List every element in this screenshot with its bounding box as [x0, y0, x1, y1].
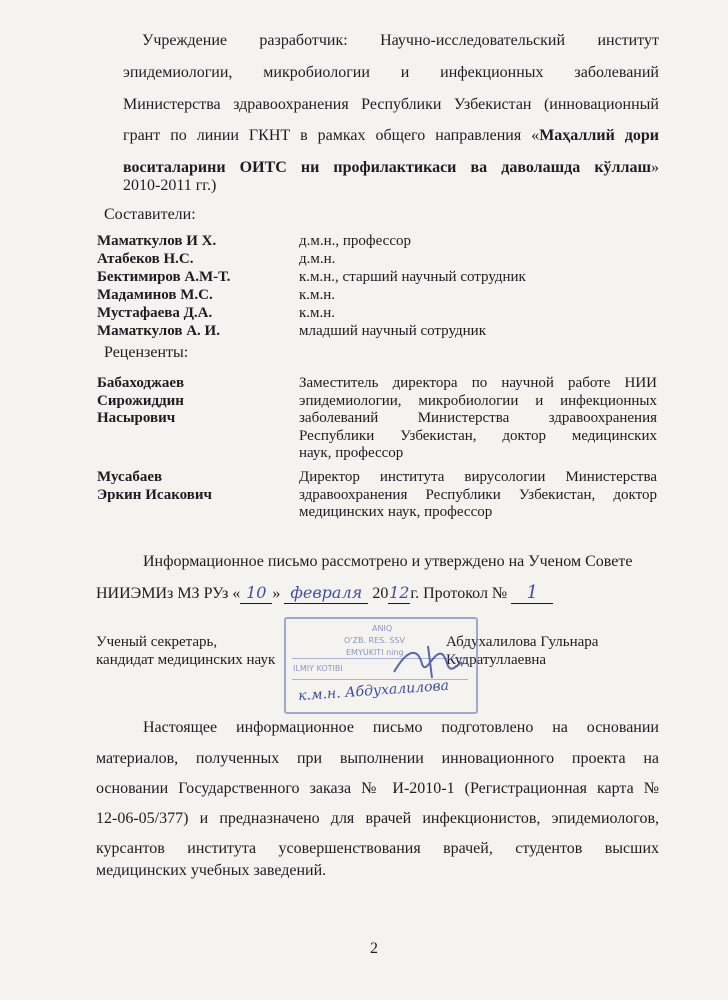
approval-quote: » [272, 585, 281, 602]
reviewer-1-name [97, 375, 184, 428]
reviewer-name-line: Мусабаев [97, 469, 163, 485]
reviewer-desc-line: Директор института вирусологии Министерства [299, 469, 657, 485]
reviewer-desc-line: эпидемиологии, микробиологии и инфекционных [299, 392, 657, 409]
intro-line-2: эпидемиологии, микробиологии и инфекционных заболеваний [123, 64, 659, 81]
reviewer-name-line: Бабаходжаев [97, 375, 185, 391]
page-number: 2 [370, 940, 378, 957]
approval-line-1: Информационное письмо рассмотрено и утверждено на Ученом Совете [143, 553, 633, 570]
intro-line-4-text: грант по линии ГКНТ в рамках общего направления « [123, 127, 540, 144]
body-line-1: Настоящее информационное письмо подготовлено на основании [143, 719, 659, 736]
reviewer-desc-line: наук, профессор [299, 445, 404, 461]
secretary-role-line: кандидат медицинских наук [96, 651, 276, 668]
approval-suffix: г. Протокол № [410, 585, 508, 602]
compiler-row [97, 305, 657, 322]
compilers-label: Составители: [104, 206, 196, 223]
approval-day [240, 584, 272, 604]
intro-line-5-bold: воситаларини ОИТС ни профилактикаси ва даволашда кўллаш [123, 159, 651, 176]
reviewer-2-description [299, 469, 657, 522]
reviewer-name-line: Насырович [97, 410, 176, 426]
stamp-handwriting: к.м.н. Абдухалилова [297, 677, 450, 705]
intro-line-4-bold: Маҳаллий дори [539, 127, 659, 144]
intro-line-3: Министерства здравоохранения Республики Узбекистан (инновационный [123, 96, 659, 113]
compiler-name: Мустафаева Д.А. [97, 305, 213, 321]
intro-line-4 [123, 127, 659, 145]
body-line-2: материалов, полученных при выполнении инновационного проекта на [96, 750, 659, 767]
reviewer-desc-line: здравоохранения Республики Узбекистан, доктор [299, 486, 657, 503]
reviewer-desc-line: Республики Узбекистан, доктор медицинских [299, 427, 657, 444]
secretary-name-line: Абдухалилова Гульнара [446, 634, 599, 650]
intro-line-5-quote: » [651, 159, 659, 176]
reviewer-desc-line: медицинских наук, профессор [299, 504, 493, 520]
intro-line-6: 2010-2011 гг.) [123, 177, 217, 194]
secretary-name-line: Кудратуллаевна [446, 651, 547, 668]
body-line-5: курсантов института усовершенствования врачей, студентов высших [96, 840, 659, 857]
approval-day-handwritten: 10 [246, 583, 267, 602]
compiler-title: к.м.н., старший научный сотрудник [299, 269, 526, 285]
reviewer-desc-line: заболеваний Министерства здравоохранения [299, 410, 657, 426]
compiler-title: к.м.н. [299, 305, 336, 321]
approval-year-prefix: 20 [372, 585, 389, 602]
approval-year-handwritten: 12 [389, 583, 410, 602]
stamp-text-line: O'ZB. RES. SSV [344, 636, 405, 645]
compiler-name: Маматкулов И Х. [97, 233, 217, 249]
compiler-name: Маматкулов А. И. [97, 323, 220, 339]
stamp-text-line: ILMIY KOTIBI [293, 664, 343, 673]
body-line-3: основании Государственного заказа № И-2010-1 (Регистрационная карта № [96, 780, 659, 797]
body-line-4: 12-06-05/377) и предназначено для врачей инфекционистов, эпидемиологов, [96, 810, 659, 827]
secretary-role [96, 634, 275, 669]
compiler-row [97, 251, 657, 268]
intro-line-1: Учреждение разработчик: Научно-исследовательский институт [142, 32, 659, 49]
approval-protocol-handwritten: 1 [526, 582, 538, 603]
compiler-title: младший научный сотрудник [299, 323, 487, 339]
reviewer-2-name [97, 469, 212, 504]
compiler-row [97, 323, 657, 340]
approval-year [388, 584, 410, 604]
compiler-name: Атабеков Н.С. [97, 251, 194, 267]
body-line-6: медицинских учебных заведений. [96, 862, 327, 879]
approval-prefix: НИИЭМИз МЗ РУз « [96, 585, 241, 602]
compiler-title: д.м.н., профессор [299, 233, 411, 249]
reviewer-name-line: Сирожиддин [97, 392, 184, 409]
reviewer-desc-line: Заместитель директора по научной работе НИИ [299, 375, 657, 391]
compiler-row [97, 269, 657, 286]
stamp-text-line: ANIQ [372, 624, 393, 633]
reviewer-1-description [299, 375, 657, 463]
approval-line-2 [96, 584, 553, 604]
approval-month-handwritten: февраля [290, 583, 363, 602]
compiler-title: д.м.н. [299, 251, 336, 267]
reviewers-label: Рецензенты: [104, 344, 189, 361]
approval-month [284, 584, 368, 604]
compiler-name: Бектимиров А.М-Т. [97, 269, 231, 285]
reviewer-name-line: Эркин Исакович [97, 486, 212, 503]
compiler-row [97, 233, 657, 250]
intro-line-5 [123, 159, 659, 177]
stamp-text-line: EMYUKITI ning [346, 648, 404, 657]
signature-mark [388, 642, 468, 682]
compiler-name: Мадаминов М.С. [97, 287, 213, 303]
compiler-title: к.м.н. [299, 287, 336, 303]
secretary-role-line: Ученый секретарь, [96, 634, 218, 650]
compiler-row [97, 287, 657, 304]
approval-protocol [511, 584, 553, 604]
